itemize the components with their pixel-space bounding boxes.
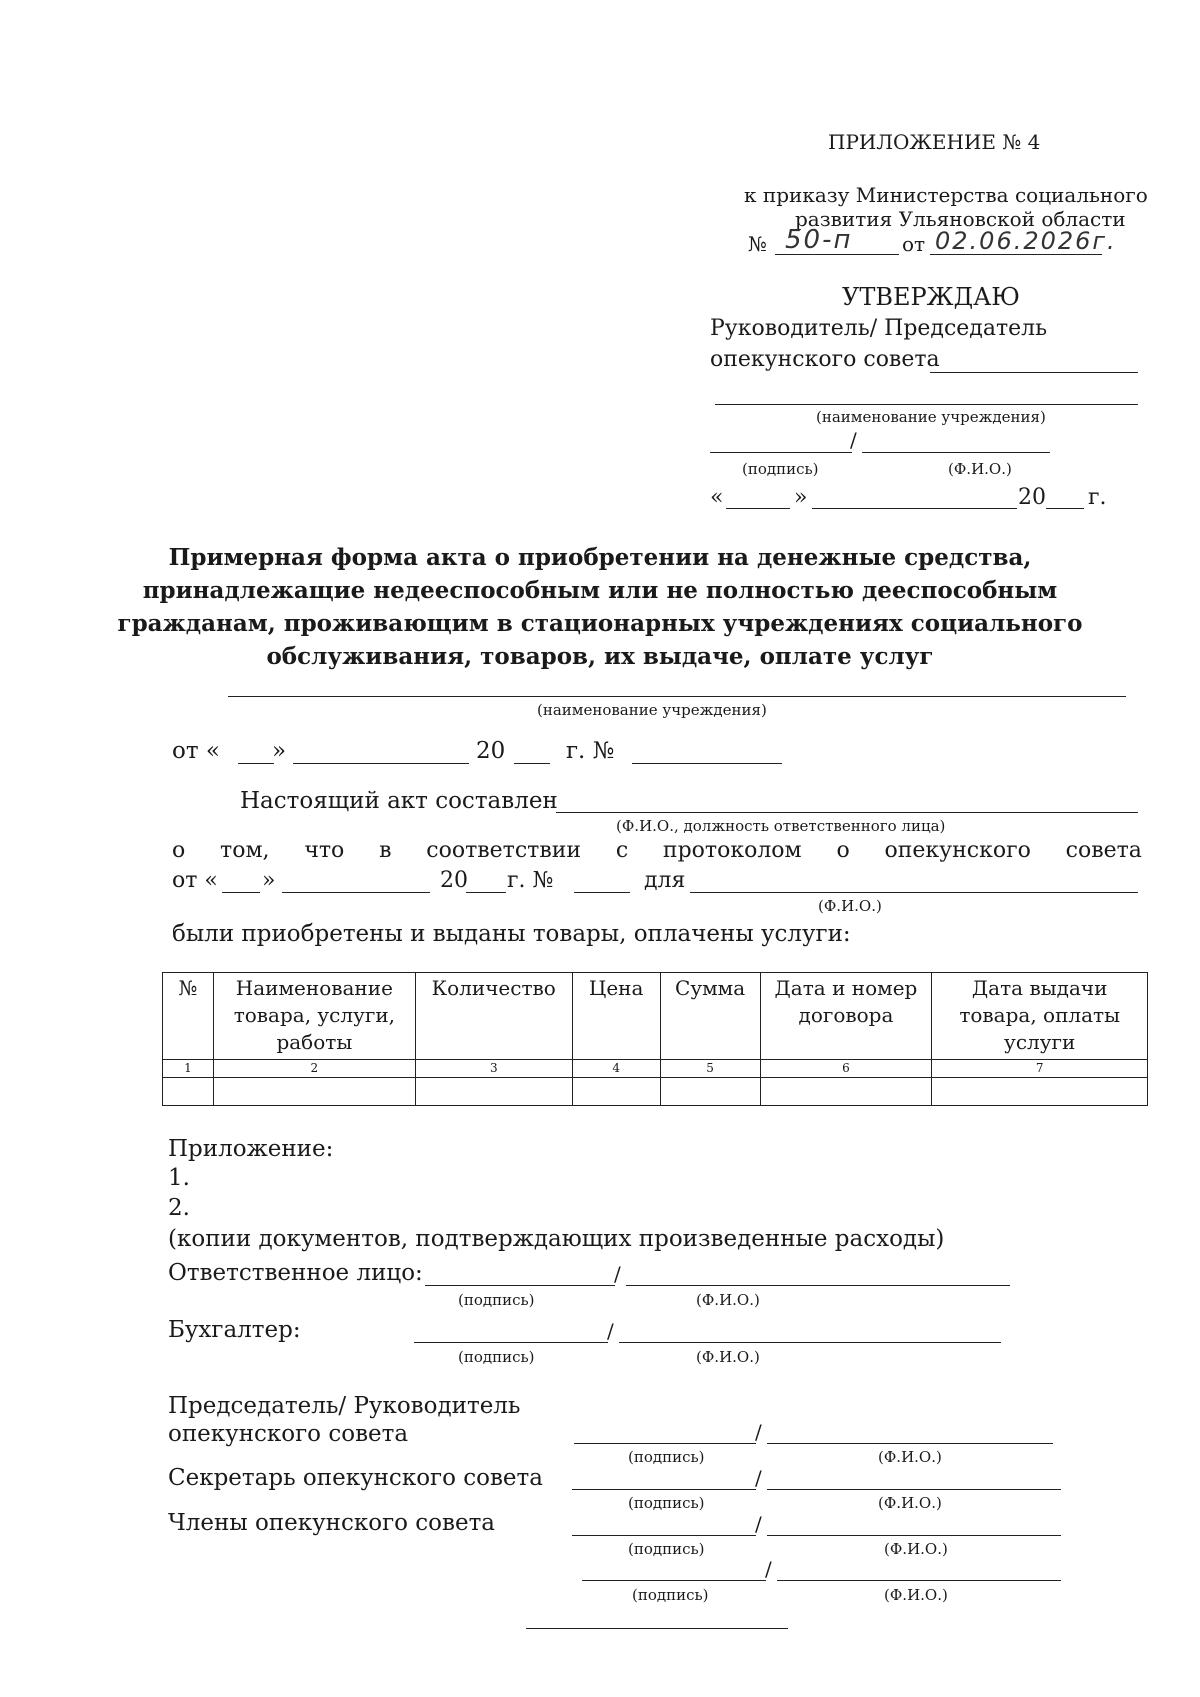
act-date-number-label: г. № bbox=[566, 738, 615, 764]
members-slash-1: / bbox=[755, 1512, 762, 1536]
members-fio-caption-1: (Ф.И.О.) bbox=[884, 1540, 948, 1558]
table-number-cell: 7 bbox=[932, 1060, 1148, 1078]
purchased-statement: были приобретены и выданы товары, оплачены услуги: bbox=[172, 921, 851, 947]
table-cell bbox=[213, 1078, 415, 1106]
order-date-handwritten: 02.06.2026г. bbox=[935, 227, 1117, 255]
table-number-cell: 6 bbox=[760, 1060, 932, 1078]
table-number-cell: 1 bbox=[163, 1060, 214, 1078]
order-line-2: развития Ульяновской области bbox=[795, 207, 1126, 231]
members-label: Члены опекунского совета bbox=[168, 1510, 496, 1536]
attachment-item-2: 2. bbox=[168, 1195, 190, 1221]
protocol-date-close: » bbox=[262, 868, 276, 893]
members-sign-caption-2: (подпись) bbox=[632, 1586, 709, 1604]
approve-date-open: « bbox=[710, 485, 724, 510]
order-number-handwritten: 50-п bbox=[785, 225, 853, 255]
institution-caption: (наименование учреждения) bbox=[537, 701, 767, 719]
protocol-word: о bbox=[172, 838, 186, 863]
table-header-cell: Дата и номер договора bbox=[760, 973, 932, 1060]
act-date-from: от « bbox=[172, 738, 220, 764]
protocol-word: том, bbox=[220, 838, 270, 863]
chair-sign-caption: (подпись) bbox=[628, 1448, 705, 1466]
document-title-line-4: обслуживания, товаров, их выдаче, оплате услуг bbox=[266, 643, 934, 670]
table-number-cell: 2 bbox=[213, 1060, 415, 1078]
secretary-label: Секретарь опекунского совета bbox=[168, 1465, 543, 1491]
protocol-for-label: для bbox=[644, 868, 686, 893]
responsible-fio-caption: (Ф.И.О.) bbox=[696, 1291, 760, 1309]
protocol-word: совета bbox=[1065, 838, 1142, 863]
approve-institution-caption: (наименование учреждения) bbox=[816, 408, 1046, 426]
table-header-cell: Количество bbox=[415, 973, 572, 1060]
compiled-label: Настоящий акт составлен bbox=[240, 788, 558, 814]
approve-line-2: опекунского совета bbox=[710, 347, 940, 372]
approve-line-1: Руководитель/ Председатель bbox=[710, 316, 1048, 341]
chair-slash: / bbox=[755, 1420, 762, 1444]
table-header-cell: Сумма bbox=[660, 973, 760, 1060]
protocol-line bbox=[172, 838, 1142, 863]
act-date-year: 20 bbox=[476, 738, 506, 764]
accountant-sign-caption: (подпись) bbox=[458, 1348, 535, 1366]
table-cell bbox=[932, 1078, 1148, 1106]
closing-rule bbox=[526, 1628, 788, 1629]
secretary-fio-caption: (Ф.И.О.) bbox=[878, 1494, 942, 1512]
protocol-word: с bbox=[615, 838, 629, 863]
compiled-caption: (Ф.И.О., должность ответственного лица) bbox=[616, 817, 946, 835]
protocol-word: опекунского bbox=[884, 838, 1031, 863]
table-cell bbox=[572, 1078, 660, 1106]
act-date-close: » bbox=[272, 738, 287, 764]
protocol-word: соответствии bbox=[426, 838, 582, 863]
table-header-cell: Дата выдачи товара, оплаты услуги bbox=[932, 973, 1148, 1060]
members-sign-caption-1: (подпись) bbox=[628, 1540, 705, 1558]
table-header-cell: Цена bbox=[572, 973, 660, 1060]
document-title-line-2: принадлежащие недееспособным или не полностью дееспособным bbox=[142, 577, 1058, 604]
approve-fio-caption: (Ф.И.О.) bbox=[948, 460, 1012, 478]
table-number-row bbox=[163, 1060, 1148, 1078]
order-number-prefix: № bbox=[748, 232, 767, 256]
chair-label-line-2: опекунского совета bbox=[168, 1421, 409, 1447]
protocol-fio-caption: (Ф.И.О.) bbox=[818, 897, 882, 915]
protocol-number-label: г. № bbox=[507, 868, 554, 893]
table-header-cell: Наименование товара, услуги, работы bbox=[213, 973, 415, 1060]
table-cell bbox=[660, 1078, 760, 1106]
order-line-1: к приказу Министерства социального bbox=[744, 183, 1148, 207]
members-slash-2: / bbox=[765, 1557, 772, 1581]
table-row bbox=[163, 1078, 1148, 1106]
approve-date-close: » bbox=[794, 485, 808, 510]
members-fio-caption-2: (Ф.И.О.) bbox=[884, 1586, 948, 1604]
attachments-title: Приложение: bbox=[168, 1136, 334, 1162]
accountant-slash: / bbox=[607, 1319, 614, 1343]
responsible-sign-caption: (подпись) bbox=[458, 1291, 535, 1309]
document-title-line-1: Примерная форма акта о приобретении на денежные средства, bbox=[168, 544, 1032, 571]
table-cell bbox=[163, 1078, 214, 1106]
table-cell bbox=[415, 1078, 572, 1106]
approve-year-prefix: 20 bbox=[1018, 485, 1046, 510]
accountant-label: Бухгалтер: bbox=[168, 1317, 301, 1343]
attachment-item-1: 1. bbox=[168, 1165, 190, 1191]
approve-slash: / bbox=[850, 428, 857, 452]
approve-year-suffix: г. bbox=[1088, 485, 1107, 510]
responsible-label: Ответственное лицо: bbox=[168, 1260, 423, 1286]
accountant-fio-caption: (Ф.И.О.) bbox=[696, 1348, 760, 1366]
protocol-word: о bbox=[836, 838, 850, 863]
table-cell bbox=[760, 1078, 932, 1106]
table-header-cell: № bbox=[163, 973, 214, 1060]
table-header-row bbox=[163, 973, 1148, 1060]
order-date-prefix: от bbox=[902, 232, 926, 256]
appendix-number: ПРИЛОЖЕНИЕ № 4 bbox=[828, 130, 1041, 154]
protocol-word: что bbox=[304, 838, 345, 863]
document-title-line-3: гражданам, проживающим в стационарных учреждениях социального bbox=[117, 610, 1083, 637]
chair-label-line-1: Председатель/ Руководитель bbox=[168, 1393, 521, 1419]
chair-fio-caption: (Ф.И.О.) bbox=[878, 1448, 942, 1466]
responsible-slash: / bbox=[614, 1262, 621, 1286]
protocol-word: протоколом bbox=[662, 838, 802, 863]
table-number-cell: 4 bbox=[572, 1060, 660, 1078]
protocol-date-from: от « bbox=[172, 868, 218, 893]
purchase-table bbox=[162, 972, 1148, 1106]
approve-title: УТВЕРЖДАЮ bbox=[842, 283, 1020, 311]
protocol-year: 20 bbox=[440, 868, 468, 893]
secretary-slash: / bbox=[755, 1466, 762, 1490]
approve-sign-caption: (подпись) bbox=[742, 460, 819, 478]
attachments-note: (копии документов, подтверждающих произведенные расходы) bbox=[168, 1226, 945, 1252]
protocol-word: в bbox=[379, 838, 392, 863]
secretary-sign-caption: (подпись) bbox=[628, 1494, 705, 1512]
table-number-cell: 3 bbox=[415, 1060, 572, 1078]
table-number-cell: 5 bbox=[660, 1060, 760, 1078]
